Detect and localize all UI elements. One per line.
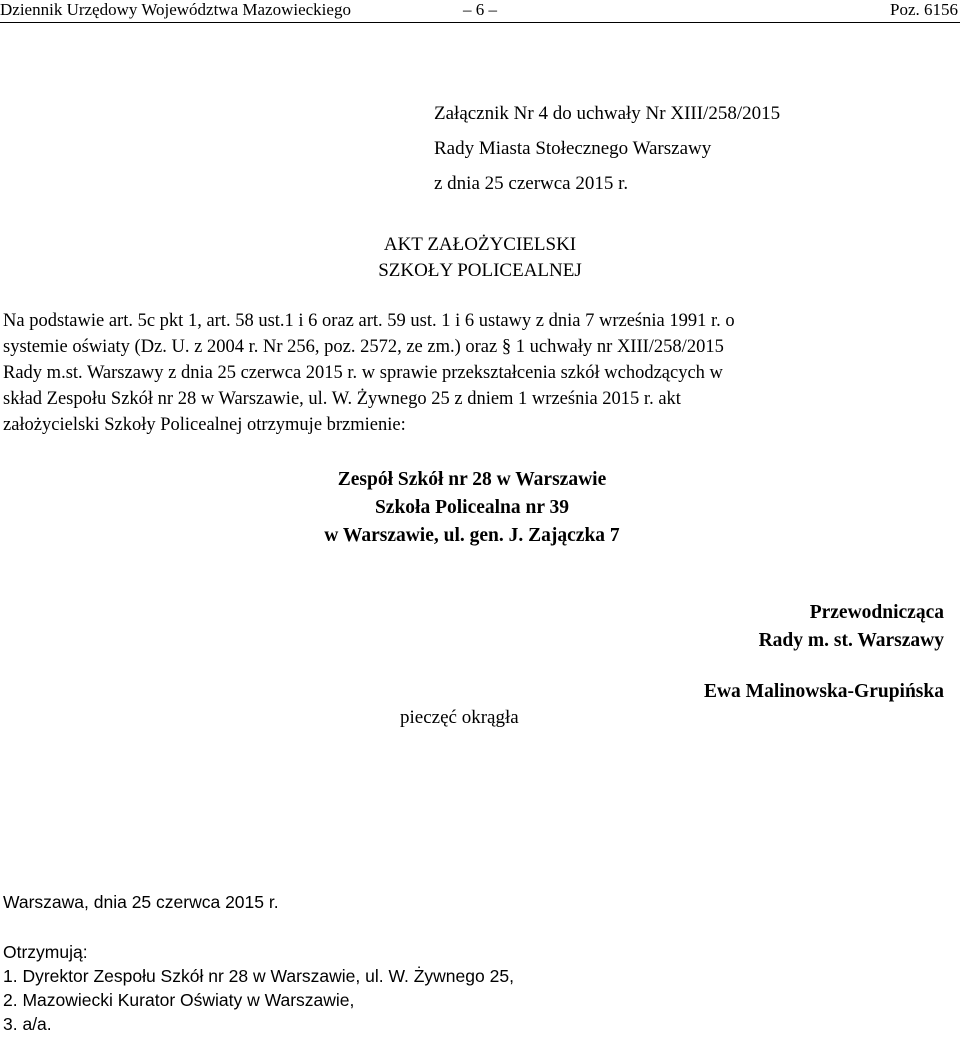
page-number: – 6 –: [463, 0, 497, 19]
paragraph-line: Rady m.st. Warszawy z dnia 25 czerwca 2015 r. w sprawie przekształcenia szkół wchodzących w: [3, 363, 723, 383]
school-name-block: [0, 466, 944, 550]
seal-placeholder: pieczęć okrągła: [400, 707, 519, 728]
list-item: 1. Dyrektor Zespołu Szkół nr 28 w Warszawie, ul. W. Żywnego 25,: [3, 966, 514, 986]
school-line-2: Szkoła Policealna nr 39: [374, 497, 570, 518]
annex-line-3: z dnia 25 czerwca 2015 r.: [434, 173, 629, 194]
document-title: [0, 232, 960, 284]
paragraph-line: założycielski Szkoły Policealnej otrzymuje brzmienie:: [3, 415, 406, 435]
list-item: 3. a/a.: [3, 1014, 52, 1034]
paragraph-line: skład Zespołu Szkół nr 28 w Warszawie, ul. W. Żywnego 25 z dniem 1 września 2015 r. akt: [3, 389, 681, 409]
annex-line-2: Rady Miasta Stołecznego Warszawy: [434, 138, 712, 159]
signature-block: [584, 599, 944, 706]
journal-title: Dziennik Urzędowy Województwa Mazowieckiego: [0, 0, 351, 19]
annex-reference: [434, 96, 780, 201]
paragraph-line: Na podstawie art. 5c pkt 1, art. 58 ust.1 i 6 oraz art. 59 ust. 1 i 6 ustawy z dnia 7 września 1991 r. o: [3, 311, 735, 331]
annex-line-1: Załącznik Nr 4 do uchwały Nr XIII/258/2015: [434, 103, 781, 124]
school-line-1: Zespół Szkół nr 28 w Warszawie: [337, 469, 607, 490]
signatory-council: Rady m. st. Warszawy: [758, 630, 944, 651]
position-number: Poz. 6156: [890, 0, 958, 19]
school-line-3: w Warszawie, ul. gen. J. Zajączka 7: [324, 525, 620, 546]
recipients-label: Otrzymują:: [3, 942, 88, 962]
paragraph-line: systemie oświaty (Dz. U. z 2004 r. Nr 256, poz. 2572, ze zm.) oraz § 1 uchwały nr XIII/258/2015: [3, 337, 724, 357]
title-line-2: SZKOŁY POLICEALNEJ: [378, 260, 582, 281]
signatory-name: Ewa Malinowska-Grupińska: [703, 681, 944, 702]
recipients-list: [3, 940, 514, 1036]
list-item: 2. Mazowiecki Kurator Oświaty w Warszawie,: [3, 990, 355, 1010]
place-date-line: Warszawa, dnia 25 czerwca 2015 r.: [3, 892, 279, 912]
signatory-role: Przewodnicząca: [809, 602, 944, 623]
page-header: [0, 0, 960, 23]
title-line-1: AKT ZAŁOŻYCIELSKI: [383, 234, 577, 255]
legal-basis-paragraph: [3, 308, 953, 438]
